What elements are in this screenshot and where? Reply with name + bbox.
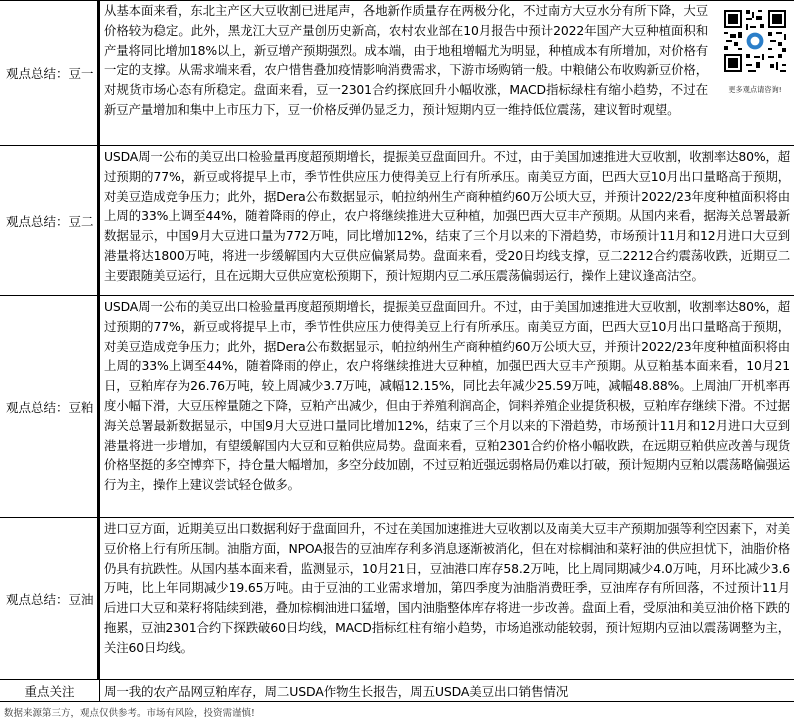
row-text: USDA周一公布的美豆出口检验量再度超预期增长，提振美豆盘面回升。不过，由于美国加速推进大豆收割，收割率达80%，超过预期的77%，新豆或将提早上市，季节性供应压力使得美豆上行有所承压。南美豆方面，巴西大豆10月出口量略高于预期，对美豆造成竞争压力；此外，据Dera公布数据显示，帕拉纳州生产商种植约60万公顷大豆，并预计2022/23年度种植面积将由上周的33%上调至44%，随着降雨的停止，农户将继续推进大豆种植，加强巴西大豆丰产预期。从豆粕基本面来看，10月21日，豆粕库存为26.76万吨，较上周减少3.7万吨，减幅12.15%，同比去年减少25.59万吨，减幅48.88%。上周油厂开机率再度小幅下滑，大豆压榨量随之下降，豆粕产出减少，但由于养殖利润高企，饲料养殖企业提货积极，豆粕库存继续下滑。不过据海关总署最新数据显示，中国9月大豆进口量同比增加12%，结束了三个月以来的下滑趋势，市场预计11月和12月进口大豆到港量将进一步增加，有望缓解国内大豆和豆粕供应局势。盘面来看，豆粕2301合约价格小幅收跌，在远期豆粕供应改善与现货价格坚挺的多空博弈下，持仓量大幅增加，多空分歧加剧，不过豆粕近强远弱格局仍难以打破，预计短期内豆粕以震荡略偏强运行为主，操作上建议尝试轻仓做多。 xyxy=(104,299,790,493)
row-text: 周一我的农产品网豆粕库存，周二USDA作物生长报告，周五USDA美豆出口销售情况 xyxy=(104,684,569,699)
row-focus xyxy=(0,680,794,702)
row-text: 从基本面来看，东北主产区大豆收割已进尾声，各地新作质量存在两极分化，不过南方大豆水分有所下降，大豆价格较为稳定。此外，黑龙江大豆产量创历史新高，农村农业部在10月报告中预计2022年国产大豆种植面积和产量将同比增加18%以上，新豆增产预期强烈。成本端，由于地租增幅尤为明显，种植成本有所增加，对价格有一定的支撑。从需求端来看，农户惜售叠加疫情影响消费需求，下游市场购销一般。中粮储公布收购新豆价格，对规货市场心态有所稳定。盘面来看，豆一2301合约探底回升小幅收涨，MACD指标绿柱有缩小趋势，不过在新豆产量增加和集中上市压力下，豆一价格反弹仍显乏力，预计短期内豆一维持低位震荡，建议暂时观望。 xyxy=(104,3,708,117)
row-label: 观点总结：豆二 xyxy=(0,146,100,295)
disclaimer: 数据来源第三方，观点仅供参考。市场有风险，投资需谨慎! xyxy=(4,708,255,719)
row-text: 进口豆方面，近期美豆出口数据利好于盘面回升，不过在美国加速推进大豆收割以及南美大豆丰产预期加强等利空因素下，对美豆价格上行有所压制。油脂方面，NPOA报告的豆油库存利多消息逐渐被消化，但在对棕榈油和菜籽油的供应担忧下，油脂价格仍具有抗跌性。从国内基本面来看，监测显示，10月21日，豆油港口库存58.2万吨，比上周同期减少4.0万吨，月环比减少3.6万吨，比上年同期减少19.65万吨。由于豆油的工业需求增加，第四季度为油脂消费旺季，豆油库存有所回落，不过预计11月后进口大豆和菜籽将陆续到港，叠加棕榈油进口猛增，国内油脂整体库存将进一步改善。盘面上看，受原油和美豆油价格下跌的拖累，豆油2301合约下探跌破60日均线，MACD指标红柱有缩小趋势，市场追涨动能较弱，预计短期内豆油以震荡调整为主，关注60日均线。 xyxy=(104,521,790,655)
row-label: 重点关注 xyxy=(0,680,100,701)
row-label: 观点总结：豆油 xyxy=(0,518,100,679)
qr-block[interactable] xyxy=(722,8,788,95)
row-soymeal xyxy=(0,296,794,518)
row-label: 观点总结：豆一 xyxy=(0,0,100,145)
qr-caption: 更多观点请咨询! xyxy=(728,85,782,94)
row-label: 观点总结：豆粕 xyxy=(0,296,100,517)
qr-code-icon[interactable] xyxy=(722,8,788,74)
row-soyoil xyxy=(0,518,794,680)
row-soybean-2 xyxy=(0,146,794,296)
row-soybean-1 xyxy=(0,0,794,146)
row-text: USDA周一公布的美豆出口检验量再度超预期增长，提振美豆盘面回升。不过，由于美国加速推进大豆收割，收割率达80%，超过预期的77%，新豆或将提早上市，季节性供应压力使得美豆上行有所承压。南美豆方面，巴西大豆10月出口量略高于预期，对美豆造成竞争压力；此外，据Dera公布数据显示，帕拉纳州生产商种植约60万公顷大豆，并预计2022/23年度种植面积将由上周的33%上调至44%，随着降雨的停止，农户将继续推进大豆种植，加强巴西大豆丰产预期。从国内来看，据海关总署最新数据显示，中国9月大豆进口量为772万吨，同比增加12%，结束了三个月以来的下滑趋势，市场预计11月和12月进口大豆到港量将达1800万吨，将进一步缓解国内大豆供应偏紧局势。盘面来看，受20日均线支撑，豆二2212合约震荡收跌，近期豆二主要跟随美豆运行，且在远期大豆供应宽松预期下，预计短期内豆二承压震荡偏弱运行，操作上建议逢高沽空。 xyxy=(104,149,790,283)
